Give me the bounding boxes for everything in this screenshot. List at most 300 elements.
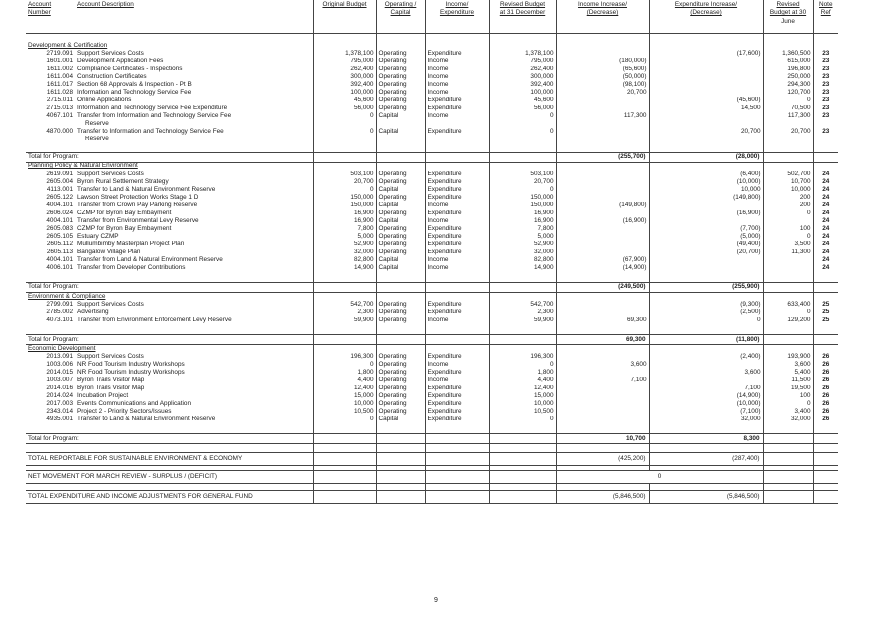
spacer-cell	[763, 444, 813, 453]
account-number: 4113.001	[46, 186, 73, 193]
note-ref: 24	[822, 178, 830, 186]
income-expenditure: Expenditure	[425, 210, 489, 218]
revised-budget: 2,300	[489, 309, 556, 317]
income-increase	[556, 369, 649, 377]
expenditure-increase: (7,100)	[649, 408, 763, 416]
table-row	[26, 392, 838, 400]
total-expenditure-increase: 8,300	[649, 434, 763, 444]
revised-budget-june: 129,200	[763, 317, 813, 325]
revised-budget: 56,000	[489, 105, 556, 113]
operating-capital: Operating	[376, 369, 425, 377]
empty-cell	[425, 471, 489, 484]
spacer-cell	[813, 444, 838, 453]
note-ref: 24	[822, 217, 830, 225]
total-label: Total for Program:	[26, 282, 313, 292]
net-movement-row	[26, 471, 838, 484]
empty-cell	[813, 471, 838, 484]
original-budget: 1,378,100	[313, 50, 376, 58]
expenditure-increase: 14,500	[649, 105, 763, 113]
spacer-cell	[763, 34, 813, 43]
expenditure-increase: (149,800)	[649, 194, 763, 202]
spacer-cell	[313, 484, 376, 491]
expenditure-increase	[649, 112, 763, 120]
revised-budget: 82,800	[489, 256, 556, 264]
empty-cell	[813, 434, 838, 444]
operating-capital: Operating	[376, 81, 425, 89]
expenditure-increase: (20,700)	[649, 249, 763, 257]
revised-budget: 16,900	[489, 217, 556, 225]
account-description: Information and Technology Service Fee	[75, 89, 313, 97]
account-description: NR Food Tourism Industry Workshops	[75, 369, 313, 377]
income-expenditure: Income	[425, 264, 489, 272]
empty-cell	[556, 42, 649, 50]
empty-cell	[649, 42, 763, 50]
spacer-row	[26, 272, 838, 283]
section-title-text: Environment & Compliance	[28, 292, 106, 300]
income-increase: 20,700	[556, 89, 649, 97]
empty-cell	[649, 136, 763, 144]
revised-budget: 392,400	[489, 81, 556, 89]
table-row	[26, 58, 838, 66]
section-heading-row	[26, 42, 838, 50]
spacer-cell	[313, 423, 376, 434]
revised-budget: 503,100	[489, 171, 556, 179]
empty-cell	[425, 434, 489, 444]
summary-expenditure: (5,846,500)	[649, 491, 763, 504]
table-row	[26, 233, 838, 241]
spacer-cell	[75, 272, 313, 283]
revised-budget-june: 100	[763, 392, 813, 400]
summary-label: NET MOVEMENT FOR MARCH REVIEW - SURPLUS / (DEFICIT)	[26, 471, 313, 484]
summary-income: (425,200)	[556, 453, 649, 466]
income-increase: (67,900)	[556, 256, 649, 264]
expenditure-increase: (16,900)	[649, 210, 763, 218]
empty-cell	[425, 42, 489, 50]
revised-budget: 0	[489, 128, 556, 136]
expenditure-increase	[649, 202, 763, 210]
table-row	[26, 241, 838, 249]
income-increase	[556, 225, 649, 233]
original-budget: 0	[313, 361, 376, 369]
spacer-row	[26, 423, 838, 434]
spacer-cell	[75, 324, 313, 335]
operating-capital: Operating	[376, 105, 425, 113]
table-row	[26, 416, 838, 424]
income-increase: (16,900)	[556, 217, 649, 225]
revised-budget: 1,800	[489, 369, 556, 377]
revised-budget: 196,300	[489, 353, 556, 361]
expenditure-increase: (17,600)	[649, 50, 763, 58]
spacer-cell	[649, 144, 763, 153]
empty-cell	[376, 136, 425, 144]
spacer-cell	[313, 34, 376, 43]
empty-cell	[376, 152, 425, 162]
income-expenditure: Income	[425, 81, 489, 89]
income-increase	[556, 233, 649, 241]
empty-cell	[649, 292, 763, 301]
empty-cell	[556, 292, 649, 301]
empty-cell	[425, 491, 489, 504]
spacer-cell	[376, 34, 425, 43]
header-revised-budget-june: Revised Budget at 30 June	[763, 0, 813, 34]
spacer-row	[26, 484, 838, 491]
account-description: Transfer from Information and Technology Service Fee	[75, 112, 313, 120]
empty-cell	[649, 162, 763, 171]
revised-budget: 542,700	[489, 301, 556, 309]
account-description: Incubation Project	[75, 392, 313, 400]
spacer-row	[26, 144, 838, 153]
income-increase: 7,100	[556, 377, 649, 385]
income-expenditure: Expenditure	[425, 241, 489, 249]
account-number: 2799.091	[46, 300, 73, 308]
summary-expenditure: (287,400)	[649, 453, 763, 466]
summary-label: TOTAL REPORTABLE FOR SUSTAINABLE ENVIRONMENT & ECONOMY	[26, 453, 313, 466]
revised-budget: 1,378,100	[489, 50, 556, 58]
revised-budget-june: 117,300	[763, 112, 813, 120]
total-income-increase: (249,500)	[556, 282, 649, 292]
income-increase: (14,900)	[556, 264, 649, 272]
note-ref: 26	[822, 392, 830, 399]
revised-budget-june: 20,700	[763, 128, 813, 136]
empty-cell	[425, 292, 489, 301]
account-number: 2605.105	[46, 232, 73, 240]
revised-budget-june: 3,500	[763, 241, 813, 249]
table-row	[26, 194, 838, 202]
account-number: 4004.101	[46, 256, 73, 264]
note-ref: 25	[822, 316, 830, 324]
revised-budget: 45,600	[489, 97, 556, 105]
operating-capital: Operating	[376, 400, 425, 408]
empty-cell	[425, 136, 489, 144]
spacer-row	[26, 324, 838, 335]
income-increase	[556, 353, 649, 361]
note-ref: 24	[822, 201, 830, 209]
empty-cell	[489, 120, 556, 128]
table-row	[26, 171, 838, 179]
income-increase	[556, 128, 649, 136]
operating-capital: Operating	[376, 309, 425, 317]
income-expenditure: Expenditure	[425, 50, 489, 58]
operating-capital: Capital	[376, 128, 425, 136]
spacer-cell	[649, 34, 763, 43]
header-operating-capital: Operating / Capital	[376, 0, 425, 34]
table-row	[26, 186, 838, 194]
revised-budget: 4,400	[489, 377, 556, 385]
original-budget: 59,900	[313, 317, 376, 325]
empty-cell	[763, 292, 813, 301]
empty-cell	[763, 120, 813, 128]
account-description: CZMP for Byron Bay Embayment	[75, 210, 313, 218]
income-expenditure: Expenditure	[425, 186, 489, 194]
spacer-cell	[489, 272, 556, 283]
revised-budget-june	[763, 217, 813, 225]
income-expenditure: Expenditure	[425, 369, 489, 377]
operating-capital: Operating	[376, 249, 425, 257]
summary-income: (5,846,500)	[556, 491, 649, 504]
original-budget: 503,100	[313, 171, 376, 179]
account-number: 2715.013	[46, 104, 73, 112]
account-number: 4073.101	[46, 316, 73, 324]
spacer-cell	[75, 484, 313, 491]
spacer-cell	[649, 324, 763, 335]
income-expenditure: Income	[425, 58, 489, 66]
empty-cell	[763, 282, 813, 292]
account-description: Bangalow Village Plan	[75, 249, 313, 257]
empty-cell	[313, 335, 376, 345]
account-number: 2715.011	[46, 96, 73, 104]
note-ref: 24	[822, 186, 830, 193]
budget-table	[26, 0, 838, 504]
expenditure-increase: (9,300)	[649, 301, 763, 309]
empty-cell	[376, 42, 425, 50]
empty-cell	[313, 282, 376, 292]
revised-budget-june: 32,000	[763, 416, 813, 424]
expenditure-increase: 7,100	[649, 385, 763, 393]
income-expenditure: Income	[425, 317, 489, 325]
spacer-cell	[813, 144, 838, 153]
revised-budget: 150,000	[489, 194, 556, 202]
spacer-cell	[376, 444, 425, 453]
account-number: 2606.024	[46, 209, 73, 217]
table-row	[26, 178, 838, 186]
original-budget: 15,000	[313, 392, 376, 400]
note-ref: 24	[822, 232, 830, 240]
expenditure-increase	[649, 264, 763, 272]
empty-cell	[556, 120, 649, 128]
section-title	[26, 162, 313, 171]
note-ref: 26	[822, 415, 830, 423]
empty-cell	[649, 120, 763, 128]
note-ref: 23	[822, 96, 830, 104]
original-budget: 150,000	[313, 194, 376, 202]
spacer-cell	[425, 484, 489, 491]
original-budget: 12,400	[313, 385, 376, 393]
empty-cell	[425, 152, 489, 162]
operating-capital: Operating	[376, 301, 425, 309]
expenditure-increase	[649, 256, 763, 264]
spacer-cell	[26, 484, 75, 491]
spacer-cell	[489, 34, 556, 43]
total-label: Total for Program:	[26, 152, 313, 162]
revised-budget: 20,700	[489, 178, 556, 186]
spacer-cell	[556, 423, 649, 434]
revised-budget-june: 633,400	[763, 301, 813, 309]
table-row	[26, 50, 838, 58]
revised-budget: 5,000	[489, 233, 556, 241]
spacer-cell	[763, 484, 813, 491]
spacer-cell	[813, 484, 838, 491]
header-account-number: Account Number	[26, 0, 75, 34]
income-expenditure: Expenditure	[425, 178, 489, 186]
header-income-increase: Income Increase/ (Decrease)	[556, 0, 649, 34]
program-total-row	[26, 434, 838, 444]
total-income-increase: (255,700)	[556, 152, 649, 162]
account-description: Support Services Costs	[75, 50, 313, 58]
income-expenditure: Expenditure	[425, 392, 489, 400]
empty-cell	[376, 335, 425, 345]
expenditure-increase	[649, 58, 763, 66]
reportable-total-row	[26, 453, 838, 466]
income-expenditure: Expenditure	[425, 408, 489, 416]
section-heading-row	[26, 345, 838, 354]
empty-cell	[813, 335, 838, 345]
table-row	[26, 112, 838, 120]
account-number: 1601.001	[46, 57, 73, 65]
spacer-cell	[556, 34, 649, 43]
table-row	[26, 264, 838, 272]
revised-budget: 7,800	[489, 225, 556, 233]
empty-cell	[26, 120, 75, 128]
spacer-cell	[556, 324, 649, 335]
spacer-cell	[75, 34, 313, 43]
income-expenditure: Expenditure	[425, 353, 489, 361]
expenditure-increase	[649, 377, 763, 385]
spacer-cell	[489, 324, 556, 335]
note-ref: 24	[822, 170, 830, 178]
expenditure-increase	[649, 217, 763, 225]
expenditure-increase	[649, 81, 763, 89]
account-number: 2605.113	[46, 248, 73, 256]
table-row	[26, 369, 838, 377]
spacer-cell	[75, 444, 313, 453]
account-number: 1611.002	[46, 65, 73, 73]
note-ref: 24	[822, 225, 830, 232]
operating-capital: Operating	[376, 210, 425, 218]
income-increase: 3,600	[556, 361, 649, 369]
total-income-increase: 10,700	[556, 434, 649, 444]
empty-cell	[813, 42, 838, 50]
operating-capital: Operating	[376, 233, 425, 241]
account-number: 1611.028	[46, 88, 73, 96]
income-increase	[556, 400, 649, 408]
empty-cell	[376, 491, 425, 504]
account-description: Mullumbimby Masterplan Project Plan	[75, 241, 313, 249]
revised-budget: 0	[489, 361, 556, 369]
empty-cell	[376, 120, 425, 128]
note-ref: 24	[822, 193, 830, 201]
empty-cell	[313, 434, 376, 444]
income-expenditure: Income	[425, 66, 489, 74]
empty-cell	[313, 136, 376, 144]
header-revised-budget: Revised Budget at 31 December	[489, 0, 556, 34]
operating-capital: Operating	[376, 89, 425, 97]
income-increase: (50,000)	[556, 73, 649, 81]
income-expenditure: Income	[425, 202, 489, 210]
table-row	[26, 361, 838, 369]
note-ref: 23	[822, 57, 830, 65]
account-number: 2014.015	[46, 368, 73, 376]
account-description: Transfer from Environment Enforcement Levy Reserve	[75, 317, 313, 325]
original-budget: 262,400	[313, 66, 376, 74]
revised-budget-june: 0	[763, 309, 813, 317]
empty-cell	[813, 345, 838, 354]
operating-capital: Operating	[376, 194, 425, 202]
revised-budget: 0	[489, 112, 556, 120]
operating-capital: Operating	[376, 97, 425, 105]
expenditure-increase: 20,700	[649, 128, 763, 136]
original-budget: 0	[313, 416, 376, 424]
spacer-cell	[26, 423, 75, 434]
spacer-cell	[26, 444, 75, 453]
account-number: 4870.000	[46, 127, 73, 135]
operating-capital: Operating	[376, 353, 425, 361]
table-row	[26, 225, 838, 233]
original-budget: 4,400	[313, 377, 376, 385]
empty-cell	[489, 136, 556, 144]
income-increase	[556, 241, 649, 249]
income-increase	[556, 97, 649, 105]
account-description: Support Services Costs	[75, 353, 313, 361]
empty-cell	[813, 152, 838, 162]
income-expenditure: Income	[425, 112, 489, 120]
note-ref: 26	[822, 353, 830, 360]
original-budget: 795,000	[313, 58, 376, 66]
expenditure-increase: (10,000)	[649, 400, 763, 408]
expenditure-increase: (5,000)	[649, 233, 763, 241]
revised-budget-june: 200	[763, 194, 813, 202]
account-description: Compliance Certificates - Inspections	[75, 66, 313, 74]
operating-capital: Operating	[376, 241, 425, 249]
empty-cell	[763, 471, 813, 484]
empty-cell	[813, 162, 838, 171]
spacer-cell	[813, 34, 838, 43]
empty-cell	[313, 471, 376, 484]
revised-budget-june: 502,700	[763, 171, 813, 179]
operating-capital: Operating	[376, 58, 425, 66]
spacer-cell	[313, 444, 376, 453]
income-increase	[556, 105, 649, 113]
spacer-cell	[813, 423, 838, 434]
account-number: 1003.006	[46, 361, 73, 368]
table-row	[26, 89, 838, 97]
income-increase: 69,300	[556, 317, 649, 325]
account-description: Transfer from Crown Pay Parking Reserve	[75, 202, 313, 210]
empty-cell	[425, 335, 489, 345]
header-account-description: Account Description	[75, 0, 313, 34]
revised-budget: 14,900	[489, 264, 556, 272]
empty-cell	[313, 42, 376, 50]
account-description: Support Services Costs	[75, 301, 313, 309]
income-increase: 117,300	[556, 112, 649, 120]
summary-label: TOTAL EXPENDITURE AND INCOME ADJUSTMENTS FOR GENERAL FUND	[26, 491, 313, 504]
original-budget: 10,500	[313, 408, 376, 416]
account-description: Events Communications and Application	[75, 400, 313, 408]
table-row	[26, 249, 838, 257]
spacer-cell	[376, 272, 425, 283]
table-row	[26, 66, 838, 74]
table-row	[26, 73, 838, 81]
account-number: 4067.101	[46, 112, 73, 120]
original-budget: 150,000	[313, 202, 376, 210]
operating-capital: Capital	[376, 264, 425, 272]
spacer-cell	[649, 484, 763, 491]
note-ref: 23	[822, 73, 830, 81]
income-expenditure: Expenditure	[425, 301, 489, 309]
empty-cell	[313, 292, 376, 301]
original-budget: 0	[313, 112, 376, 120]
empty-cell	[763, 162, 813, 171]
revised-budget-june	[763, 264, 813, 272]
note-ref: 23	[822, 127, 830, 135]
income-increase	[556, 301, 649, 309]
account-number: 2014.016	[46, 384, 73, 392]
table-row	[26, 210, 838, 218]
original-budget: 7,800	[313, 225, 376, 233]
table-row	[26, 217, 838, 225]
original-budget: 20,700	[313, 178, 376, 186]
empty-cell	[313, 120, 376, 128]
note-ref: 25	[822, 308, 830, 316]
